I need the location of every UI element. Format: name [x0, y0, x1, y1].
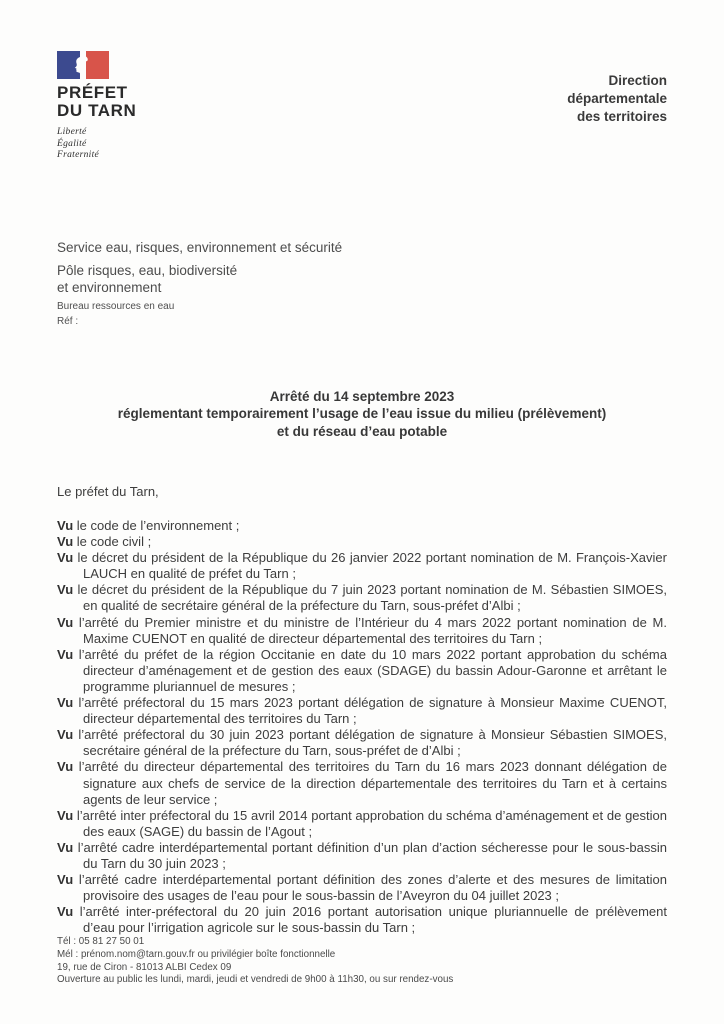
vu-prefix: Vu	[57, 646, 74, 662]
vu-prefix: Vu	[57, 614, 74, 630]
pole-name-line1: Pôle risques, eau, biodiversité	[57, 262, 238, 278]
motto-line: Égalité	[57, 138, 87, 149]
vu-list	[57, 518, 667, 936]
motto	[57, 127, 287, 162]
vu-prefix: Vu	[57, 695, 74, 711]
vu-text: le décret du président de la République du 26 janvier 2022 portant nomination de M. François-Xavier LAUCH en qualité de préfet du Tarn ;	[77, 550, 667, 582]
service-name: Service eau, risques, environnement et sécurité	[57, 239, 343, 255]
direction-line: Direction	[608, 73, 667, 88]
vu-item	[57, 582, 667, 614]
vu-text: l’arrêté du Premier ministre et du ministre de l’Intérieur du 4 mars 2022 portant nomination de M. Maxime CUENOT en qualité de directeur départemental des territoires du Tarn ;	[78, 614, 667, 646]
prefet-name-line1: PRÉFET	[57, 83, 128, 102]
vu-text: l’arrêté cadre interdépartemental portant définition d’un plan d’action sécheresse pour le sous-bassin du Tarn du 30 juin 2023 ;	[77, 839, 667, 871]
vu-item	[57, 647, 667, 695]
vu-item	[57, 518, 667, 534]
vu-prefix: Vu	[57, 550, 74, 566]
pole-name-line2: et environnement	[57, 279, 162, 295]
vu-item	[57, 534, 667, 550]
vu-item	[57, 727, 667, 759]
vu-text: l’arrêté du préfet de la région Occitanie en date du 10 mars 2022 portant approbation du schéma directeur d’aménagement et de gestion des eaux (SDAGE) du bassin Adour-Garonne et arrêtant le programme pluriannuel de mesures ;	[78, 646, 667, 694]
direction-line: départementale	[567, 91, 667, 106]
direction-block	[567, 51, 667, 126]
vu-prefix: Vu	[57, 839, 74, 855]
vu-prefix: Vu	[57, 518, 74, 533]
vu-item	[57, 904, 667, 936]
salutation: Le préfet du Tarn,	[57, 484, 159, 499]
vu-item	[57, 695, 667, 727]
doc-title-line: et du réseau d’eau potable	[276, 423, 448, 439]
service-block	[57, 240, 667, 328]
vu-item	[57, 550, 667, 582]
header	[0, 0, 724, 162]
vu-text: le code de l’environnement ;	[76, 518, 240, 533]
vu-prefix: Vu	[57, 759, 74, 775]
doc-title-line: Arrêté du 14 septembre 2023	[269, 388, 455, 404]
vu-prefix: Vu	[57, 872, 74, 888]
motto-line: Fraternité	[57, 150, 100, 160]
vu-prefix: Vu	[57, 582, 74, 598]
prefet-name	[57, 84, 287, 120]
vu-text: l’arrêté inter-préfectoral du 20 juin 2016 portant autorisation unique pluriannuelle de prélèvement d’eau pour l’irrigation agricole sur le sous-bassin du Tarn ;	[79, 904, 667, 936]
footer-block	[57, 936, 453, 987]
vu-prefix: Vu	[57, 534, 74, 550]
doc-title-line: réglementant temporairement l’usage de l’eau issue du milieu (prélèvement)	[117, 406, 607, 421]
vu-item	[57, 759, 667, 807]
vu-item	[57, 872, 667, 904]
reference-label: Réf :	[57, 315, 79, 327]
vu-item	[57, 615, 667, 647]
vu-prefix: Vu	[57, 904, 74, 920]
vu-text: l’arrêté préfectoral du 30 juin 2023 portant délégation de signature à Monsieur Sébastien SIMOES, secrétaire général de la préfecture du Tarn, sous-préfet de d’Albi ;	[78, 727, 667, 759]
footer-line: Ouverture au public les lundi, mardi, jeudi et vendredi de 9h00 à 11h30, ou sur rendez-vous	[57, 974, 454, 986]
motto-line: Liberté	[57, 127, 87, 137]
prefet-name-line2: DU TARN	[57, 101, 137, 120]
vu-item	[57, 808, 667, 840]
footer-line: Mél : prénom.nom@tarn.gouv.fr ou privilégier boîte fonctionnelle	[57, 948, 336, 960]
republique-logo	[57, 51, 287, 162]
vu-prefix: Vu	[57, 807, 74, 823]
vu-text: l’arrêté préfectoral du 15 mars 2023 portant délégation de signature à Monsieur Maxime CUENOT, directeur départemental des territoires du Tarn ;	[78, 695, 667, 727]
vu-item	[57, 840, 667, 872]
direction-line: des territoires	[576, 109, 667, 124]
footer-line: Tél : 05 81 27 50 01	[57, 936, 145, 947]
bureau-name: Bureau ressources en eau	[57, 300, 175, 312]
vu-text: le décret du président de la République du 7 juin 2023 portant nomination de M. Sébastien SIMOES, en qualité de secrétaire général de la préfecture du Tarn, sous-préfet d’Albi ;	[77, 582, 667, 614]
vu-text: le code civil ;	[76, 534, 152, 550]
vu-text: l’arrêté cadre interdépartemental portant définition des zones d’alerte et des mesures de limitation provisoire des usages de l’eau pour le sous-bassin de l’Aveyron du 04 juillet 2023 ;	[78, 872, 667, 904]
vu-text: l’arrêté du directeur départemental des territoires du Tarn du 16 mars 2023 donnant délégation de signature aux chefs de service de la direction départementale des territoires du Tarn et à certains agents de leur service ;	[78, 759, 667, 807]
footer-line: 19, rue de Ciron - 81013 ALBI Cedex 09	[57, 961, 232, 973]
vu-prefix: Vu	[57, 727, 74, 743]
doc-title	[30, 388, 694, 441]
vu-text: l’arrêté inter préfectoral du 15 avril 2014 portant approbation du schéma d’aménagement et de gestion des eaux (SAGE) du bassin de l’Agout ;	[76, 807, 667, 839]
french-flag-icon	[57, 51, 109, 79]
